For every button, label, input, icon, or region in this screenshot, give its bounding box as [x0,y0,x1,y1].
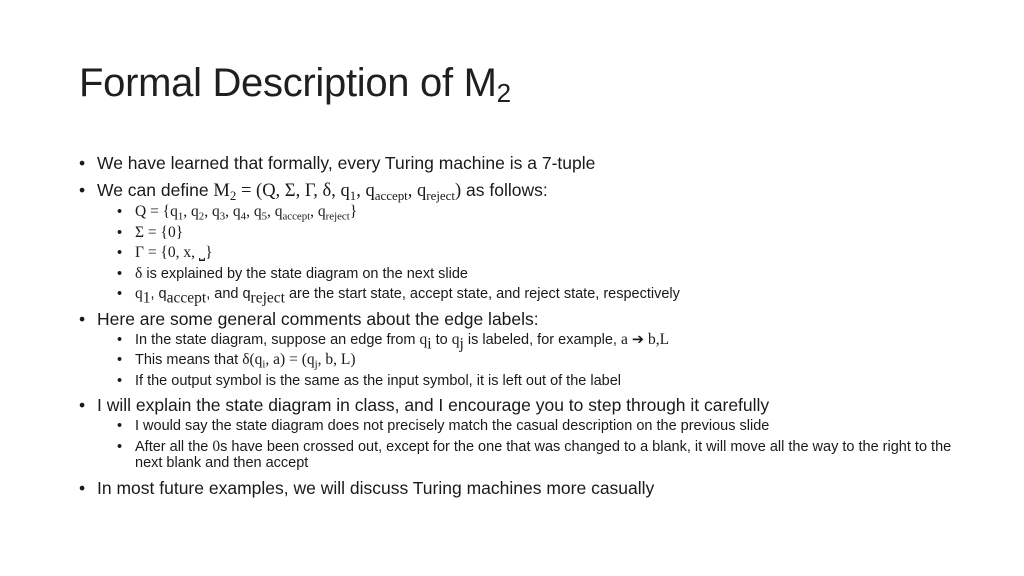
sub-bullet-output-symbol: • If the output symbol is the same as the input symbol, it is left out of the label [117,373,959,390]
sub-bullet-list [117,418,959,472]
sub-bullet-crossed-out: • After all the 0s have been crossed out, except for the one that was changed to a blank, it will move all the way to the right to the next blank and then accept [117,439,959,472]
sub-bullet-delta: • δ is explained by the state diagram on the next slide [117,266,959,283]
sub-bullet-list [117,203,959,307]
slide-title [79,58,511,108]
math-m2-tuple: $M_2 = (Q$, Σ, Γ, δ, $q_1$, $q_{accept}$, $q_{reject}$) [213,181,462,203]
bullet-edge-labels: • Here are some general comments about the edge labels: • In the state diagram, suppose an edge from $q_i$ to $q_j$ is labeled, for example, a ➔ b,L • This means that $\delta(q_i$, $a) = (q_j$, b, L) • If the output symbol is the same as the input symbol, it is left out of the label [79,308,959,390]
sub-bullet-list [117,332,959,390]
sub-bullet-states: • $q_1$, $q_{accept}$, and $q_{reject}$ are the start state, accept state, and reject state, respectively [117,286,959,303]
sub-bullet-q-set: • $Q = \{q_1$, $q_2$, $q_3$, $q_4$, $q_5$, $q_{accept}$, $q_{reject}$} [117,204,959,221]
sub-bullet-gamma: • Γ = {0, x, ⎵} [117,245,959,262]
sub-bullet-means: • This means that $\delta(q_i$, $a) = (q_j$, b, L) [117,352,959,369]
bullet-explain-diagram: • I will explain the state diagram in class, and I encourage you to step through it carefully • I would say the state diagram does not precisely match the casual description on the previous slide • After all the 0s have been crossed out, except for the one that was changed to a blank, it will move all the way to the right to the next blank and then accept [79,394,959,472]
bullet-7-tuple: • We have learned that formally, every Turing machine is a 7-tuple [79,152,959,174]
sub-bullet-sigma: • Σ = {0} [117,225,959,242]
slide-title-text: Formal Description of M [79,61,497,105]
sub-bullet-edge-example: • In the state diagram, suppose an edge from $q_i$ to $q_j$ is labeled, for example, a ➔ b,L [117,332,959,349]
sub-bullet-mismatch: • I would say the state diagram does not precisely match the casual description on the previous slide [117,418,959,435]
slide-body [79,152,959,504]
slide-title-subscript: 2 [496,78,511,108]
bullet-list [79,152,959,499]
bullet-future-examples: • In most future examples, we will discuss Turing machines more casually [79,477,959,499]
bullet-define-m2: • We can define $M_2 = (Q$, Σ, Γ, δ, $q_1$, $q_{accept}$, $q_{reject}$) as follows: • $Q = \{q_1$, $q_2$, $q_3$, $q_4$, $q_5$, $q_{accept}$, $q_{reject}$} • Σ = {0} • Γ = {0, x, ⎵} • δ is explained by the state diagram on the next slide • $q_1$, $q_{accept}$, and $q_{reject}$ are the start state, accept state, and reject state, respectively [79,179,959,303]
right-arrow-icon: ➔ [631,331,645,348]
